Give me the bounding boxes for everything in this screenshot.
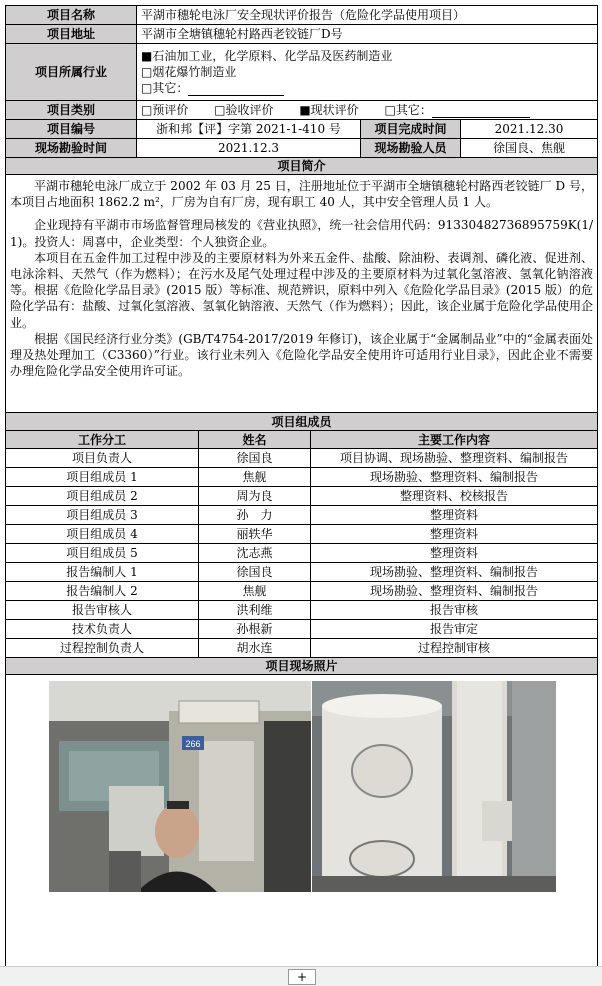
project-category-label: 项目类别 bbox=[6, 101, 137, 120]
survey-time-value: 2021.12.3 bbox=[137, 139, 361, 158]
member-work: 项目协调、现场勘验、整理资料、编制报告 bbox=[311, 449, 598, 468]
project-code-label: 项目编号 bbox=[6, 120, 137, 139]
member-work: 报告审定 bbox=[311, 620, 598, 639]
industry-other-blank bbox=[188, 83, 284, 96]
member-name: 洪利维 bbox=[199, 601, 311, 620]
finish-time-label: 项目完成时间 bbox=[361, 120, 461, 139]
member-name: 丽轶华 bbox=[199, 525, 311, 544]
add-sheet-button[interactable]: + bbox=[288, 969, 316, 985]
member-work: 现场勘验、整理资料、编制报告 bbox=[311, 468, 598, 487]
industry-option-other: □其它： bbox=[141, 81, 189, 95]
member-row bbox=[6, 620, 598, 639]
intro-paragraph-2: 企业现持有平湖市市场监督管理局核发的《营业执照》，统一社会信用代码：91330482736895759K(1/1)。投资人：周喜中，企业类型：个人独资企业。 bbox=[10, 218, 594, 249]
member-name: 周为良 bbox=[199, 487, 311, 506]
members-rows bbox=[6, 449, 598, 658]
intro-body bbox=[6, 175, 598, 413]
project-info-table bbox=[5, 5, 598, 413]
photos-cell bbox=[6, 675, 598, 976]
member-row bbox=[6, 639, 598, 658]
intro-paragraph-1: 平湖市穗轮电泳厂成立于 2002 年 03 月 25 日，注册地址位于平湖市全塘镇穗轮村路西老铰链厂 D 号，本项目占地面积 1862.2 m²，厂房为自有厂房，现有职工 40 人，其中安全管理人员 1 人。 bbox=[10, 179, 594, 210]
category-option-status: ■现状评价 bbox=[299, 103, 359, 117]
project-code-value: 浙和邦【评】字第 2021-1-410 号 bbox=[137, 120, 361, 139]
member-work: 整理资料 bbox=[311, 544, 598, 563]
sheet-footer-bar bbox=[0, 966, 602, 986]
project-name-value: 平湖市穗轮电泳厂安全现状评价报告（危险化学品使用项目） bbox=[137, 6, 598, 25]
member-row bbox=[6, 449, 598, 468]
member-row bbox=[6, 563, 598, 582]
member-name: 孙 力 bbox=[199, 506, 311, 525]
intro-paragraph-3: 本项目在五金件加工过程中涉及的主要原材料为外来五金件、盐酸、除油粉、表调剂、磷化液、促进剂、电泳涂料、天然气（作为燃料）；在污水及尾气处理过程中涉及的主要原材料为过氧化氢溶液、氢氧化钠溶液等。根据《危险化学品目录》(2015 版）等标准、规范辨识，原料中列入《危险化学品目录》(2015 版）的危险化学品有：盐酸、过氧化氢溶液、氢氧化钠溶液、天然气（作为燃料）；因此，该企业属于危险化学品使用企业。 bbox=[10, 250, 594, 330]
member-row bbox=[6, 525, 598, 544]
member-work: 报告审核 bbox=[311, 601, 598, 620]
site-photo-entrance bbox=[49, 681, 311, 892]
members-title: 项目组成员 bbox=[6, 413, 598, 431]
member-work: 整理资料 bbox=[311, 525, 598, 544]
category-option-other: □其它： bbox=[384, 103, 432, 117]
member-row bbox=[6, 544, 598, 563]
member-role: 项目组成员 5 bbox=[6, 544, 199, 563]
industry-option-chemical: ■石油加工业，化学原料、化学品及医药制造业 bbox=[141, 49, 393, 63]
project-name-label: 项目名称 bbox=[6, 6, 137, 25]
survey-people-label: 现场勘验人员 bbox=[361, 139, 461, 158]
member-name: 徐国良 bbox=[199, 563, 311, 582]
member-role: 项目组成员 2 bbox=[6, 487, 199, 506]
member-name: 焦舰 bbox=[199, 582, 311, 601]
members-table bbox=[5, 412, 598, 976]
project-category-options bbox=[137, 101, 598, 120]
member-row bbox=[6, 506, 598, 525]
member-name: 焦舰 bbox=[199, 468, 311, 487]
member-role: 项目组成员 3 bbox=[6, 506, 199, 525]
category-option-acceptance: □验收评价 bbox=[214, 103, 274, 117]
member-name: 沈志燕 bbox=[199, 544, 311, 563]
member-row bbox=[6, 468, 598, 487]
member-work: 整理资料 bbox=[311, 506, 598, 525]
door-number-text: 266 bbox=[185, 739, 201, 749]
member-name: 孙根新 bbox=[199, 620, 311, 639]
member-work: 现场勘验、整理资料、编制报告 bbox=[311, 582, 598, 601]
member-row bbox=[6, 487, 598, 506]
member-row bbox=[6, 582, 598, 601]
member-work: 现场勘验、整理资料、编制报告 bbox=[311, 563, 598, 582]
survey-time-label: 现场勘验时间 bbox=[6, 139, 137, 158]
intro-paragraph-4: 根据《国民经济行业分类》(GB/T4754-2017/2019 年修订)，该企业属于“金属制品业”中的“金属表面处理及热处理加工（C3360）”行业。该行业未列入《危险化学品安全使用许可适用行业目录》，因此企业不需要办理危险化学品安全使用许可证。 bbox=[10, 331, 594, 379]
project-industry-options bbox=[137, 44, 598, 101]
member-role: 报告编制人 2 bbox=[6, 582, 199, 601]
survey-people-value: 徐国良、焦舰 bbox=[461, 139, 598, 158]
members-header-name: 姓名 bbox=[199, 431, 311, 449]
member-role: 项目组成员 1 bbox=[6, 468, 199, 487]
member-work: 整理资料、校核报告 bbox=[311, 487, 598, 506]
member-role: 过程控制负责人 bbox=[6, 639, 199, 658]
member-role: 技术负责人 bbox=[6, 620, 199, 639]
report-page bbox=[5, 5, 597, 976]
intro-title: 项目简介 bbox=[6, 158, 598, 175]
finish-time-value: 2021.12.30 bbox=[461, 120, 598, 139]
member-role: 报告审核人 bbox=[6, 601, 199, 620]
member-work: 过程控制审核 bbox=[311, 639, 598, 658]
members-header-role: 工作分工 bbox=[6, 431, 199, 449]
member-role: 项目负责人 bbox=[6, 449, 199, 468]
member-name: 胡水连 bbox=[199, 639, 311, 658]
project-address-value: 平湖市全塘镇穗轮村路西老铰链厂D号 bbox=[137, 25, 598, 44]
photos-title: 项目现场照片 bbox=[6, 658, 598, 675]
site-photo-tanks bbox=[312, 681, 556, 892]
industry-option-fireworks: □烟花爆竹制造业 bbox=[141, 65, 237, 79]
project-address-label: 项目地址 bbox=[6, 25, 137, 44]
member-name: 徐国良 bbox=[199, 449, 311, 468]
project-industry-label: 项目所属行业 bbox=[6, 44, 137, 101]
category-other-blank bbox=[432, 105, 530, 118]
member-row bbox=[6, 601, 598, 620]
members-header-work: 主要工作内容 bbox=[311, 431, 598, 449]
category-option-pre: □预评价 bbox=[141, 103, 189, 117]
member-role: 报告编制人 1 bbox=[6, 563, 199, 582]
member-role: 项目组成员 4 bbox=[6, 525, 199, 544]
